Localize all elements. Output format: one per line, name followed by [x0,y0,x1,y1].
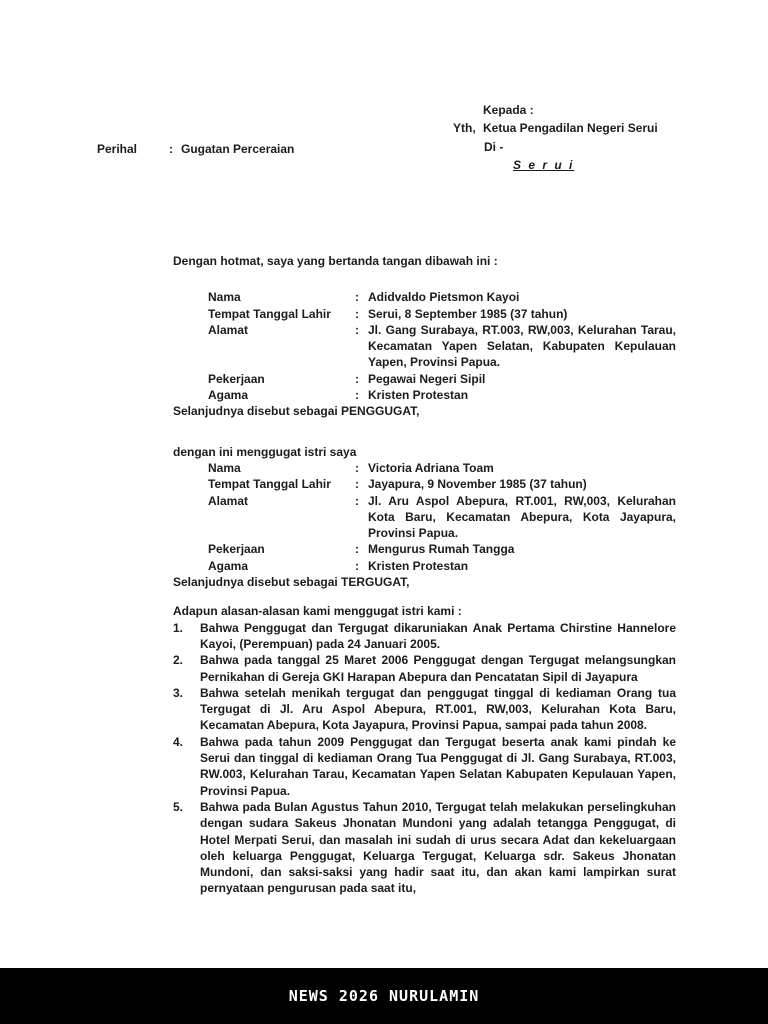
info-value: Victoria Adriana Toam [368,460,494,475]
info-label: Pekerjaan [208,371,265,386]
di-line: Di - [484,139,504,154]
penggugat-closing: Selanjudnya disebut sebagai PENGGUGAT, [173,404,420,419]
tergugat-intro: dengan ini menggugat istri saya [173,444,357,459]
info-row [173,306,676,322]
info-row [173,371,676,387]
opening-line: Dengan hotmat, saya yang bertanda tangan dibawah ini : [173,254,498,268]
list-number: 2. [173,653,184,668]
info-colon: : [355,290,359,305]
info-label: Alamat [208,322,249,337]
info-row [173,476,676,492]
info-row [173,493,676,542]
list-number: 3. [173,685,184,700]
tergugat-closing: Selanjudnya disebut sebagai TERGUGAT, [173,575,410,590]
list-item [173,734,676,799]
footer-watermark: NEWS 2026 NURULAMIN [288,986,480,1005]
info-colon: : [355,306,359,321]
perihal-value: Gugatan Perceraian [181,142,295,156]
info-colon: : [355,542,359,557]
info-value: Pegawai Negeri Sipil [368,371,486,386]
info-value: Jayapura, 9 November 1985 (37 tahun) [368,477,587,492]
info-row [173,387,676,403]
info-label: Tempat Tanggal Lahir [208,477,331,492]
list-text: Bahwa Penggugat dan Tergugat dikaruniakan Anak Pertama Chirstine Hannelore Kayoi, (Perempuan) pada 24 Januari 2005. [200,620,676,651]
info-label: Agama [208,558,249,573]
list-number: 4. [173,734,184,749]
info-row [173,460,676,476]
info-value: Jl. Gang Surabaya, RT.003, RW,003, Kelurahan Tarau, Kecamatan Yapen Selatan, Kabupaten Kepulauan Yapen, Provinsi Papua. [368,322,676,370]
list-item [173,799,676,897]
info-value: Mengurus Rumah Tangga [368,542,515,557]
info-colon: : [355,388,359,403]
list-text: Bahwa pada tanggal 25 Maret 2006 Penggugat dengan Tergugat melangsungkan Pernikahan di Gereja GKI Harapan Abepura dan Pencatatan Sipil di Jayapura [200,653,676,684]
info-value: Kristen Protestan [368,388,469,403]
perihal-label: Perihal [97,142,138,156]
perihal-colon: : [169,142,173,156]
info-colon: : [355,322,359,337]
info-label: Nama [208,460,241,475]
info-label: Tempat Tanggal Lahir [208,306,331,321]
info-row [173,289,676,305]
list-number: 5. [173,799,184,814]
info-row [173,322,676,371]
info-label: Nama [208,290,241,305]
yth-line [453,119,658,137]
penggugat-identity [173,289,676,403]
reasons-intro: Adapun alasan-alasan kami menggugat istri kami : [173,604,462,619]
list-item [173,685,676,734]
info-label: Pekerjaan [208,542,265,557]
kepada-line: Kepada : [483,103,534,117]
list-text: Bahwa setelah menikah tergugat dan penggugat tinggal di kediaman Orang tua Tergugat di Jl. Aru Aspol Abepura, RT.001, RW,003, Kelurahan Kota Baru, Kecamatan Abepura, Kota Jayapura, Provinsi Papua, sampai pada tahun 2008. [200,685,676,733]
yth-text: Ketua Pengadilan Negeri Serui [483,121,658,136]
document-body [173,253,676,897]
info-row [173,541,676,557]
perihal-line [97,141,294,157]
list-text: Bahwa pada Bulan Agustus Tahun 2010, Tergugat telah melakukan perselingkuhan dengan sudara Sakeus Jhonatan Mundoni yang adalah tetangga Penggugat, di Hotel Merpati Serui, dan masalah ini sudah di urus secara Adat dan kekeluargaan oleh keluarga Penggugat, Keluarga Tergugat, Keluarga sdr. Sakeus Jhonatan Mundoni, dan saksi-saksi yang hadir saat itu, dan akan kami lampirkan surat pernyataan pengurusan pada saat itu, [200,799,676,896]
footer-bar [0,968,768,1024]
info-colon: : [355,371,359,386]
info-value: Adidvaldo Pietsmon Kayoi [368,290,520,305]
info-label: Agama [208,388,249,403]
info-value: Kristen Protestan [368,558,469,573]
addressee-block [453,101,658,175]
list-item [173,652,676,685]
list-text: Bahwa pada tahun 2009 Penggugat dan Tergugat beserta anak kami pindah ke Serui dan tinggal di kediaman Orang Tua Penggugat di Jl. Gang Surabaya, RT.003, RW.003, Kelurahan Tarau, Kecamatan Yapen Selatan Kabupaten Kepulauan Yapen, Provinsi Papua. [200,734,676,798]
city-name: S e r u i [513,158,575,173]
info-label: Alamat [208,493,249,508]
tergugat-identity [173,460,676,574]
info-value: Jl. Aru Aspol Abepura, RT.001, RW,003, Kelurahan Kota Baru, Kecamatan Abepura, Kota Jayapura, Provinsi Papua. [368,493,676,541]
info-value: Serui, 8 September 1985 (37 tahun) [368,306,568,321]
yth-prefix: Yth, [453,121,476,136]
info-colon: : [355,460,359,475]
reasons-list [173,620,676,897]
info-colon: : [355,477,359,492]
list-item [173,620,676,653]
info-colon: : [355,558,359,573]
info-colon: : [355,493,359,508]
list-number: 1. [173,620,184,635]
info-row [173,558,676,574]
